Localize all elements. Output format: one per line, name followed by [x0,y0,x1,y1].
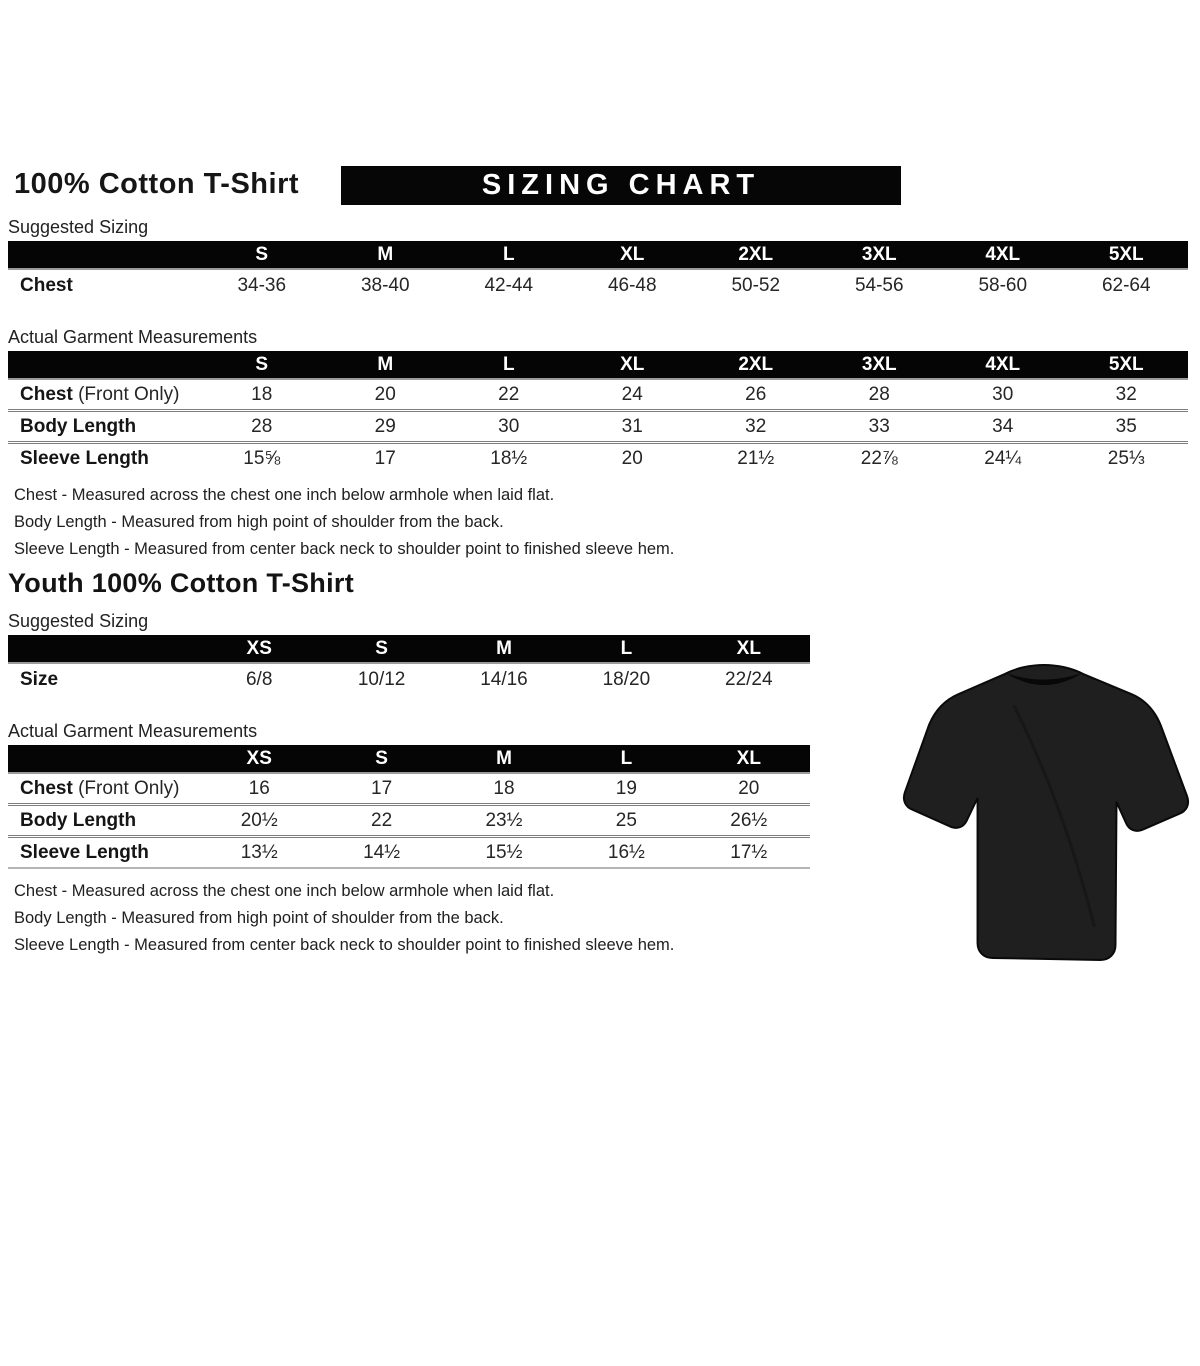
row-label [8,269,200,301]
adult-suggested-sizing-table [8,241,1188,301]
cell: 18½ [447,443,571,474]
row-label-text: Chest [20,383,73,405]
size-header-spacer [8,745,198,773]
cell: 17 [324,443,448,474]
cell: 24 [621,383,643,405]
cell: 22 [320,805,442,837]
cell: 15⅝ [200,443,324,474]
size-col-header: XL [688,635,810,663]
row-label-text: Chest [20,274,73,296]
youth-suggested-sizing-label: Suggested Sizing [8,611,149,631]
cell: 42-44 [484,274,534,296]
note-chest: Chest - Measured across the chest one inch below armhole when laid flat. [14,486,555,504]
row-label [8,379,200,411]
cell: 32 [694,411,818,443]
row-label [8,805,198,837]
row-label [8,411,200,443]
cell: 17½ [688,837,810,869]
row-label-text: Sleeve Length [20,841,149,863]
cell: 20 [738,777,760,799]
table-row-chest [8,269,1188,301]
row-label-text: Size [20,668,59,690]
sizing-chart-banner [341,166,901,205]
cell: 25 [565,805,687,837]
size-col-header: L [447,241,571,269]
size-col-header: 5XL [1065,351,1189,379]
size-header-row [8,351,1188,379]
cell: 24¼ [941,443,1065,474]
row-label-text: Chest [20,777,73,799]
size-col-header: M [324,241,448,269]
tshirt-body-shape [904,665,1188,960]
cell: 18 [493,777,515,799]
row-label-suffix: (Front Only) [72,777,180,799]
cell: 34 [941,411,1065,443]
sizing-chart-banner-label: SIZING CHART [481,169,761,201]
size-col-header: S [200,241,324,269]
cell: 21½ [694,443,818,474]
size-col-header: S [200,351,324,379]
cell: 25⅓ [1065,443,1189,474]
cell: 58-60 [978,274,1028,296]
size-col-header: 4XL [941,351,1065,379]
adult-actual-measurements-table [8,351,1188,473]
row-label [8,663,198,695]
cell: 22/24 [725,668,773,690]
cell: 18 [251,383,273,405]
adult-actual-measurements-label: Actual Garment Measurements [8,327,258,347]
cell: 20 [374,383,396,405]
row-label-text: Body Length [20,809,137,831]
size-col-header: 2XL [694,351,818,379]
cell: 30 [992,383,1014,405]
note-chest: Chest - Measured across the chest one inch below armhole when laid flat. [14,882,555,900]
size-col-header: S [320,745,442,773]
size-col-header: M [443,635,565,663]
cell: 20 [571,443,695,474]
table-row-chest [8,773,810,805]
cell: 34-36 [237,274,287,296]
size-col-header: S [320,635,442,663]
cell: 22⅞ [818,443,942,474]
size-col-header: XL [571,351,695,379]
cell: 50-52 [731,274,781,296]
table-row-body-length [8,411,1188,443]
cell: 13½ [198,837,320,869]
cell: 33 [818,411,942,443]
size-col-header: L [447,351,571,379]
cell: 17 [371,777,393,799]
cell: 18/20 [602,668,651,690]
table-row-sleeve-length [8,443,1188,474]
black-tshirt-image [893,642,1195,990]
size-header-spacer [8,351,200,379]
page-title: 100% Cotton T-Shirt [14,168,300,200]
size-col-header: 3XL [818,241,942,269]
tshirt-illustration [893,642,1195,990]
size-col-header: 2XL [694,241,818,269]
cell: 54-56 [854,274,904,296]
row-label [8,837,198,869]
adult-suggested-sizing-label: Suggested Sizing [8,217,149,237]
size-header-row [8,635,810,663]
size-col-header: 5XL [1065,241,1189,269]
cell: 15½ [443,837,565,869]
size-col-header: XS [198,745,320,773]
cell: 20½ [198,805,320,837]
table-row-body-length [8,805,810,837]
size-header-spacer [8,241,200,269]
table-row-sleeve-length [8,837,810,869]
size-col-header: XL [688,745,810,773]
cell: 32 [1115,383,1137,405]
note-body-length: Body Length - Measured from high point of shoulder from the back. [14,513,504,531]
size-col-header: XS [198,635,320,663]
cell: 14/16 [480,668,528,690]
note-sleeve-length: Sleeve Length - Measured from center back neck to shoulder point to finished sleeve hem. [14,936,675,954]
row-label-text: Sleeve Length [20,447,149,469]
size-col-header: M [443,745,565,773]
cell: 22 [498,383,520,405]
note-body-length: Body Length - Measured from high point of shoulder from the back. [14,909,504,927]
cell: 19 [615,777,637,799]
cell: 16½ [565,837,687,869]
row-label-text: Body Length [20,415,137,437]
cell: 10/12 [357,668,406,690]
table-row-chest [8,379,1188,411]
row-label-suffix: (Front Only) [72,383,180,405]
cell: 16 [248,777,270,799]
cell: 28 [868,383,890,405]
size-col-header: M [324,351,448,379]
cell: 35 [1065,411,1189,443]
cell: 14½ [320,837,442,869]
cell: 31 [571,411,695,443]
cell: 23½ [443,805,565,837]
size-col-header: 4XL [941,241,1065,269]
adult-measurement-notes [14,487,1200,558]
cell: 38-40 [360,274,410,296]
youth-actual-measurements-table [8,745,810,869]
size-header-spacer [8,635,198,663]
youth-section-title: Youth 100% Cotton T-Shirt [8,568,354,598]
size-header-row [8,745,810,773]
cell: 46-48 [607,274,657,296]
size-header-row [8,241,1188,269]
cell: 26 [745,383,767,405]
cell: 26½ [688,805,810,837]
sizing-chart-page [0,166,1200,1366]
row-label [8,443,200,474]
size-col-header: 3XL [818,351,942,379]
cell: 6/8 [245,668,273,690]
youth-actual-measurements-label: Actual Garment Measurements [8,721,258,741]
note-sleeve-length: Sleeve Length - Measured from center back neck to shoulder point to finished sleeve hem. [14,540,675,558]
cell: 30 [447,411,571,443]
size-col-header: L [565,745,687,773]
row-label [8,773,198,805]
size-col-header: XL [571,241,695,269]
header-row [14,166,1200,205]
cell: 28 [200,411,324,443]
cell: 29 [324,411,448,443]
youth-suggested-sizing-table [8,635,810,695]
table-row-size [8,663,810,695]
size-col-header: L [565,635,687,663]
cell: 62-64 [1101,274,1151,296]
